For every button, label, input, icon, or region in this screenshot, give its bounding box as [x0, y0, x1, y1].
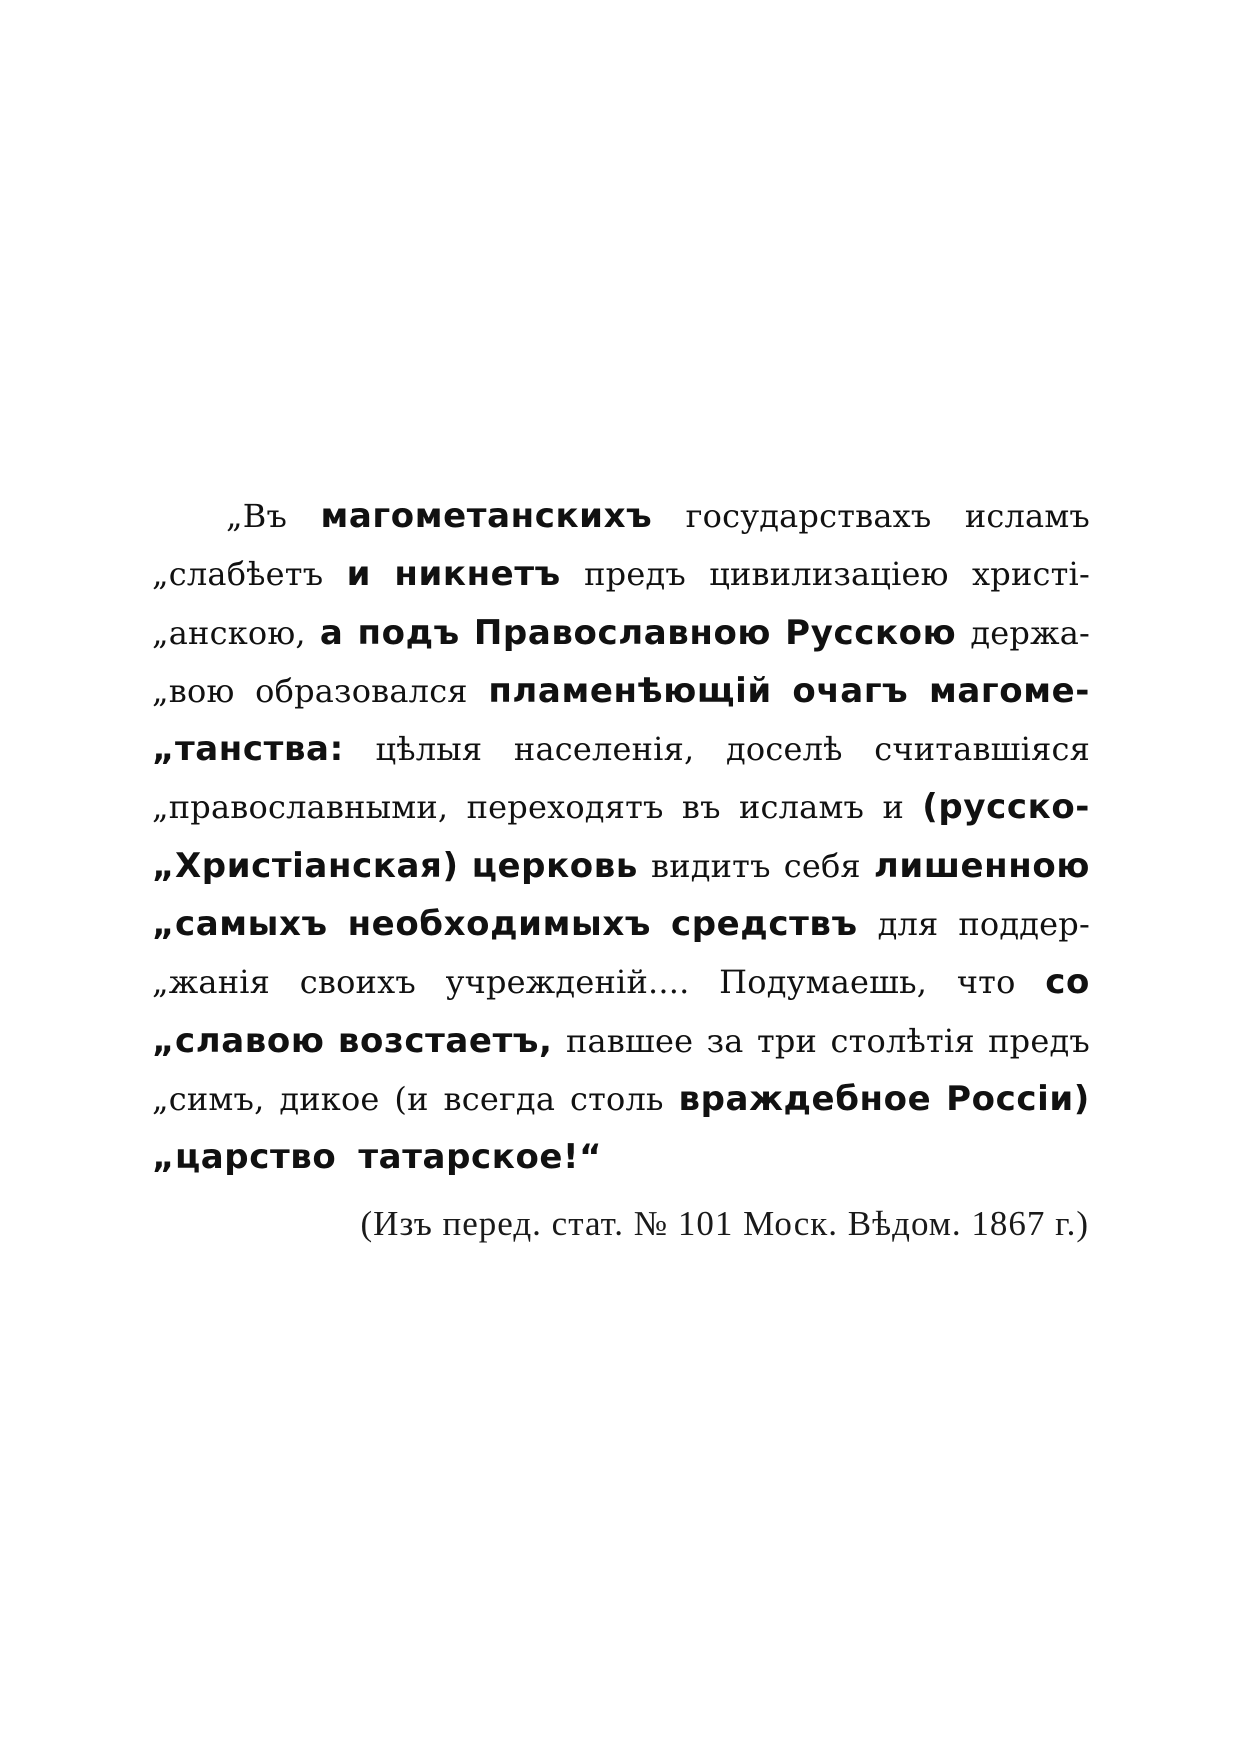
word: „анскою, [152, 613, 306, 652]
quote-line [152, 496, 1090, 554]
word: поддер- [958, 905, 1090, 944]
quote-line [152, 1079, 1090, 1137]
word: „симъ, [152, 1079, 265, 1118]
quote-line [152, 613, 1090, 671]
word: считавшіяся [874, 730, 1090, 769]
word: столѣтія [830, 1021, 975, 1060]
emphasized-word: Россіи) [946, 1078, 1090, 1119]
quote-line [152, 729, 1090, 787]
word: дикое [279, 1079, 380, 1118]
quote-line [152, 1137, 1090, 1195]
emphasized-word: „царство [152, 1137, 337, 1178]
source-citation: (Изъ перед. стат. № 101 Моск. Вѣдом. 1867 г.) [360, 1204, 1089, 1243]
quote-line [152, 846, 1090, 904]
word: государствахъ [685, 497, 932, 535]
emphasized-word: враждебное [678, 1078, 932, 1119]
emphasized-word: „танства: [152, 729, 344, 770]
word: (и [394, 1079, 429, 1118]
emphasized-word: и [346, 554, 372, 595]
word: цивилизаціею [709, 555, 949, 594]
word: держа- [970, 613, 1090, 652]
word: столь [569, 1079, 664, 1118]
word: что [956, 963, 1016, 1002]
emphasized-word: средствъ [670, 904, 858, 945]
emphasized-word: возстаетъ, [337, 1020, 553, 1061]
emphasized-word: церковь [471, 845, 638, 886]
word: предъ [584, 555, 686, 594]
emphasized-word: пламенѣющій [488, 670, 772, 711]
quote-paragraph [152, 496, 1090, 1196]
word: въ [681, 788, 721, 827]
quote-line [152, 962, 1090, 1020]
word: для [877, 905, 939, 944]
emphasized-word: магоме- [928, 670, 1090, 711]
word: „жанія [152, 963, 271, 1002]
word: себя [783, 846, 861, 885]
word: три [756, 1021, 818, 1060]
word: исламъ [739, 788, 865, 827]
word: „слабѣетъ [152, 555, 324, 594]
emphasized-word: лишенною [873, 845, 1090, 886]
quote-line [152, 1021, 1090, 1079]
emphasized-word: а [319, 612, 344, 653]
word: учрежденій.... [445, 963, 690, 1002]
word: видитъ [651, 846, 771, 885]
quote-line [152, 554, 1090, 612]
quote-line [152, 787, 1090, 845]
quote-line [152, 904, 1090, 962]
word: предъ [988, 1021, 1090, 1060]
quote-line [152, 671, 1090, 729]
emphasized-word: необходимыхъ [347, 904, 652, 945]
word: своихъ [299, 963, 416, 1002]
word: „православными, [152, 788, 449, 827]
emphasized-word: магометанскихъ [320, 496, 653, 536]
word: „Въ [226, 497, 288, 535]
word: христі- [972, 555, 1090, 594]
emphasized-word: никнетъ [394, 554, 561, 595]
emphasized-word: подъ [357, 612, 460, 653]
word: всегда [443, 1079, 556, 1118]
emphasized-word: очагъ [792, 670, 909, 711]
emphasized-word: татарское!“ [358, 1137, 603, 1178]
word: переходятъ [466, 788, 664, 827]
word: павшее [565, 1021, 694, 1060]
emphasized-word: со [1045, 962, 1090, 1003]
word: и [882, 788, 904, 827]
word: образовался [255, 671, 468, 710]
emphasized-word: Русскою [785, 612, 957, 653]
word: „вою [152, 671, 235, 710]
emphasized-word: (русско- [922, 787, 1090, 828]
emphasized-word: „Христіанская) [152, 845, 459, 886]
emphasized-word: „славою [152, 1020, 325, 1061]
word: Подумаешь, [719, 963, 928, 1002]
word: исламъ [964, 497, 1090, 535]
emphasized-word: Православною [473, 612, 772, 653]
word: цѣлыя [375, 730, 483, 769]
word: населенія, [513, 730, 695, 769]
word: доселѣ [726, 730, 843, 769]
word: за [706, 1021, 744, 1060]
emphasized-word: „самыхъ [152, 904, 328, 945]
